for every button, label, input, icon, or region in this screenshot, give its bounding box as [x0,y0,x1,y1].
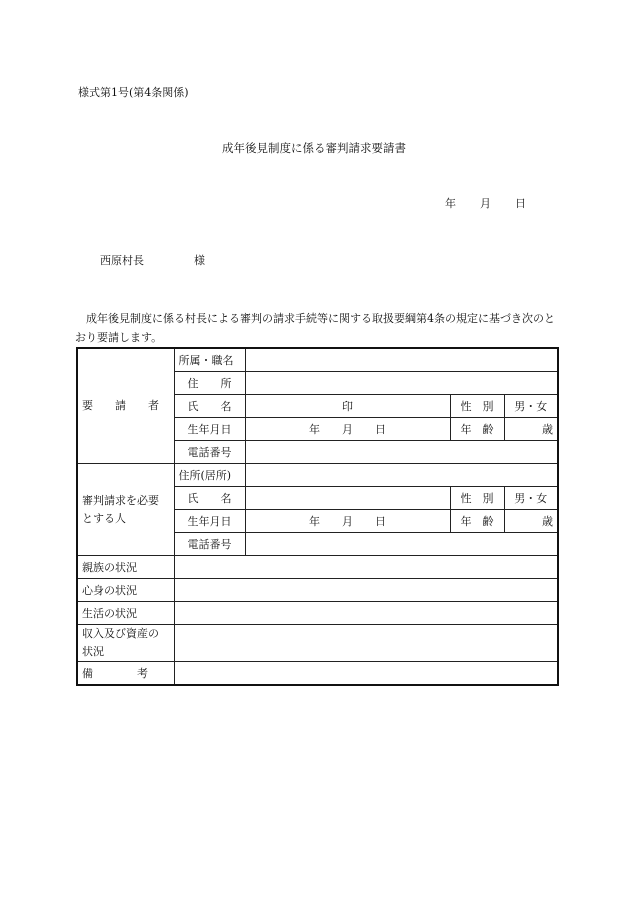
living-label: 生活の状況 [77,602,174,625]
subject-birth-label: 生年月日 [174,510,245,533]
sex-options[interactable]: 男・女 [504,395,558,418]
mind-body-row [77,579,558,602]
seal-mark: 印 [342,400,353,413]
name-label: 氏 名 [174,395,245,418]
income-assets-field[interactable] [174,625,558,662]
name-field[interactable] [245,395,450,418]
subject-birth-field[interactable]: 年 月 日 [245,510,450,533]
subject-sex-options[interactable]: 男・女 [504,487,558,510]
requester-affiliation-row [77,348,558,372]
date-year: 年 [445,197,456,210]
affiliation-field[interactable] [245,348,558,372]
subject-sex-label: 性 別 [450,487,504,510]
mind-body-label: 心身の状況 [77,579,174,602]
date-day: 日 [515,197,526,210]
subject-name-label: 氏 名 [174,487,245,510]
date-month: 月 [480,197,491,210]
affiliation-label: 所属・職名 [174,348,245,372]
subject-phone-label: 電話番号 [174,533,245,556]
relatives-row [77,556,558,579]
requester-group-label: 要 請 者 [77,348,174,464]
subject-group-label: 審判請求を必要とする人 [77,464,174,556]
subject-address-row [77,464,558,487]
remarks-field[interactable] [174,662,558,686]
date-line [445,198,526,209]
addressee-honorific: 様 [194,254,205,267]
phone-label: 電話番号 [174,441,245,464]
relatives-label: 親族の状況 [77,556,174,579]
subject-age-field[interactable]: 歳 [504,510,558,533]
subject-name-field[interactable] [245,487,450,510]
addressee [100,255,205,266]
subject-address-label: 住所(居所) [174,464,245,487]
address-field[interactable] [245,372,558,395]
relatives-field[interactable] [174,556,558,579]
living-row [77,602,558,625]
living-field[interactable] [174,602,558,625]
age-label: 年 齢 [450,418,504,441]
remarks-row [77,662,558,686]
remarks-label: 備 考 [77,662,174,686]
income-assets-row [77,625,558,662]
phone-field[interactable] [245,441,558,464]
subject-phone-field[interactable] [245,533,558,556]
subject-age-label: 年 齢 [450,510,504,533]
sex-label: 性 別 [450,395,504,418]
addressee-name: 西原村長 [100,254,144,267]
subject-address-field[interactable] [245,464,558,487]
intro-text: 成年後見制度に係る村長による審判の請求手続等に関する取扱要綱第4条の規定に基づき次のとおり要請します。 [75,312,555,344]
address-label: 住 所 [174,372,245,395]
birth-field[interactable]: 年 月 日 [245,418,450,441]
form-number: 様式第1号(第4条関係) [78,86,189,99]
income-assets-label: 収入及び資産の状況 [77,625,174,662]
birth-label: 生年月日 [174,418,245,441]
request-form-table [76,347,559,686]
page-title: 成年後見制度に係る審判請求要請書 [222,141,406,155]
mind-body-field[interactable] [174,579,558,602]
age-field[interactable]: 歳 [504,418,558,441]
